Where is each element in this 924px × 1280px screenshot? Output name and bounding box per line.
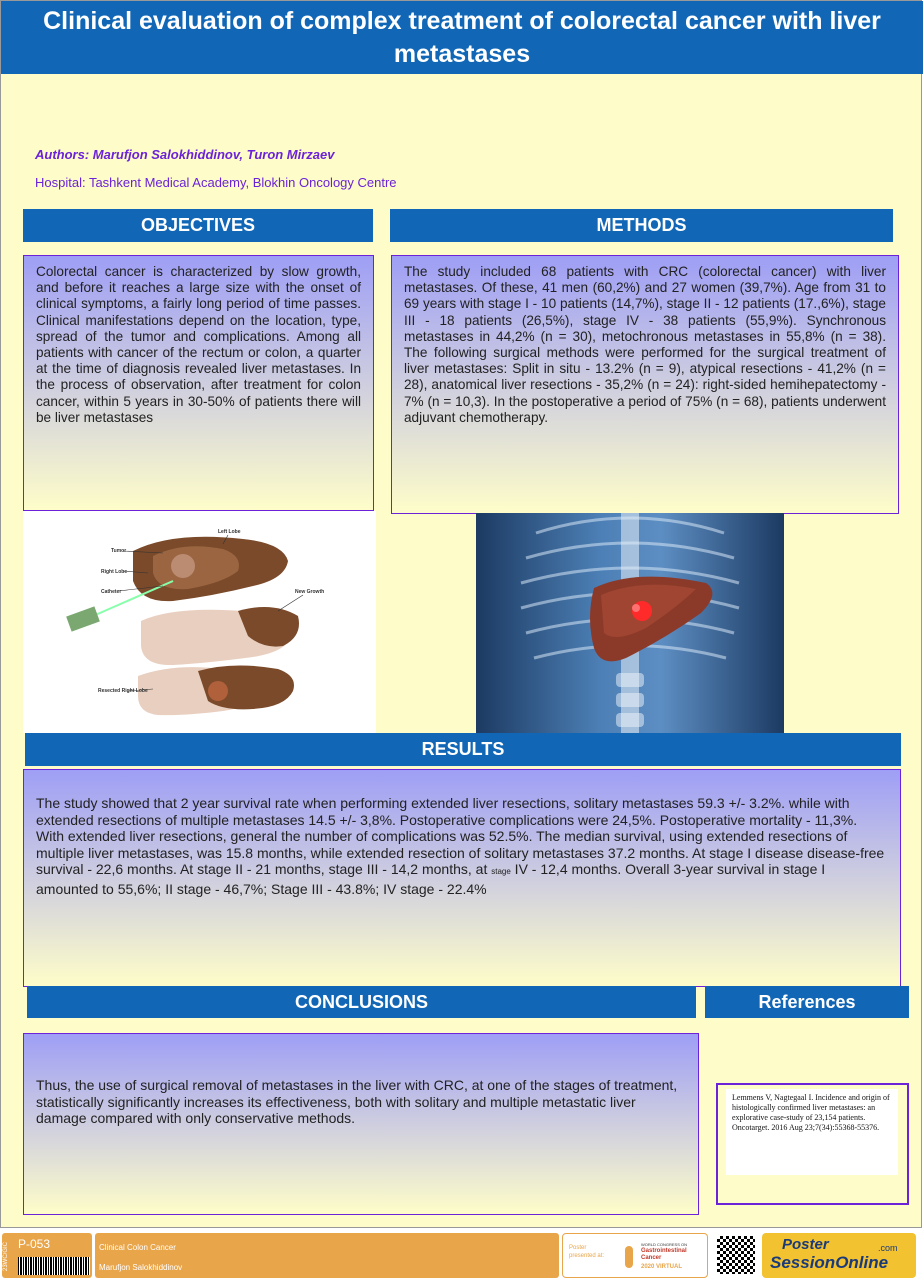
results-text-1: The study showed that 2 year survival rate when performing extended liver resections, solitary metastases 59.3 +/- 3.2%. while with extended resections of multiple metastases 14.5 +/- 3,8%. Postoperative complications were 24,5%. Postoperative mortality - 11,3%. With extended liver resections, general the number of complications was 52.5%. The median survival, using extended resections of multiple liver metastases, was 15.8 months, while extended resection of solitary metastases 37.2 months. At stage I disease disease-free survival - 22,6 months. At stage II - 21 months, stage III - 14,2 months, at (36, 795, 885, 878)
objectives-box (23, 255, 374, 511)
conclusions-box (23, 1033, 699, 1215)
objectives-text: Colorectal cancer is characterized by slow growth, and before it reaches a large size with the onset of clinical symptoms, a fairly long period of time passes. Clinical manifestations depend on the location, type, spread of the tumor and complications. Among all patients with cancer of the rectum or colon, a quarter at the time of diagnosis revealed liver metastases. In the process of observation, after treatment for colon cancer, within 5 years in 30-50% of patients there will be liver metastases (36, 264, 361, 425)
congress-line4: 2020 VIRTUAL (641, 1264, 683, 1270)
methods-text: The study included 68 patients with CRC (colorectal cancer) with liver metastases. Of these, 41 men (60,2%) and 27 women (39,7%). Age from 31 to 69 years with stage I - 10 patients (14,7%), stage II - 12 patients (17.,6%), stage III - 18 patients (26,5%), stage IV - 38 patients (55,9%). Synchronous metastases in 44,2% (n = 30), metochronous metastases in 55,8% (n = 38). The following surgical methods were performed for the surgical treatment of liver metastases: Split in situ - 13.2% (n = 9), atypical resections - 41,2% (n = 28), anatomical liver resections - 35,2% (n = 24): right-sided hemihepatectomy - 7% (n = 10,3). In the postoperative a period of 75% (n = 68), patients underwent adjuvant chemotherapy. (404, 264, 886, 425)
label-catheter: Catheter (101, 589, 122, 595)
barcode (18, 1257, 90, 1275)
liver-resection-illustration (23, 511, 376, 733)
category-block (95, 1233, 559, 1278)
label-new-growth: New Growth (295, 589, 325, 595)
results-text-2: IV - 12,4 months. Overall 3-year survival in stage I amounted to 55,6%; II stage - 46,7%; Stage III - 43.8%; IV stage - 22.4% (36, 861, 826, 897)
congress-line2: Gastrointestinal (641, 1248, 687, 1254)
brand-com: .com (878, 1243, 898, 1253)
conclusions-text: Thus, the use of surgical removal of metastases in the liver with CRC, at one of the stages of treatment, statistically significantly increases its effectiveness, both with solitary and multiple metastatic liver damage compared with only conservative methods. (36, 1077, 678, 1127)
brand-session: SessionOnline (770, 1253, 889, 1272)
xray-svg (476, 513, 784, 733)
authors: Authors: Marufjon Salokhiddinov, Turon Mirzaev (35, 147, 335, 162)
conclusions-heading: CONCLUSIONS (27, 986, 696, 1018)
results-text-small: stage (491, 867, 511, 877)
footer-author: Marufjon Salokhiddinov (99, 1263, 183, 1272)
footer (0, 1230, 924, 1280)
references-heading: References (705, 986, 909, 1018)
congress-line3: Cancer (641, 1255, 662, 1261)
liver-xray-image (476, 513, 784, 733)
liver-illustration-svg (23, 511, 376, 733)
label-tumor: Tumor (111, 548, 127, 554)
methods-box (391, 255, 899, 514)
brand-poster: Poster (782, 1236, 829, 1253)
poster-title: Clinical evaluation of complex treatment of colorectal cancer with liver metastases (1, 1, 923, 74)
label-right-lobe: Right Lobe (101, 569, 128, 575)
postersessiononline-logo[interactable] (762, 1233, 916, 1278)
label-resected-right-lobe: Resected Right Lobe (98, 688, 148, 694)
congress-line1: WORLD CONGRESS ON (641, 1242, 688, 1247)
poster-id: P-053 (18, 1237, 51, 1251)
results-box (23, 769, 901, 987)
congress-logo-icon (625, 1246, 633, 1268)
congress-block (562, 1233, 708, 1278)
hospital: Hospital: Tashkent Medical Academy, Blokhin Oncology Centre (35, 175, 397, 190)
objectives-heading: OBJECTIVES (23, 209, 373, 242)
qr-code-icon[interactable] (717, 1236, 755, 1274)
presented-at: Poster presented at: (569, 1245, 605, 1259)
poster-id-block (2, 1233, 92, 1278)
methods-heading: METHODS (390, 209, 893, 242)
references-box (716, 1083, 909, 1205)
label-left-lobe: Left Lobe (218, 529, 241, 535)
results-heading: RESULTS (25, 733, 901, 766)
references-text: Lemmens V, Nagtegaal I. Incidence and origin of histologically confirmed liver metastases: an explorative case-study of 23,154 patients. Oncotarget. 2016 Aug 23;7(34):55368-55376. (726, 1089, 898, 1175)
category: Clinical Colon Cancer (99, 1243, 176, 1252)
side-code: 23WC/GIC (3, 1241, 9, 1271)
